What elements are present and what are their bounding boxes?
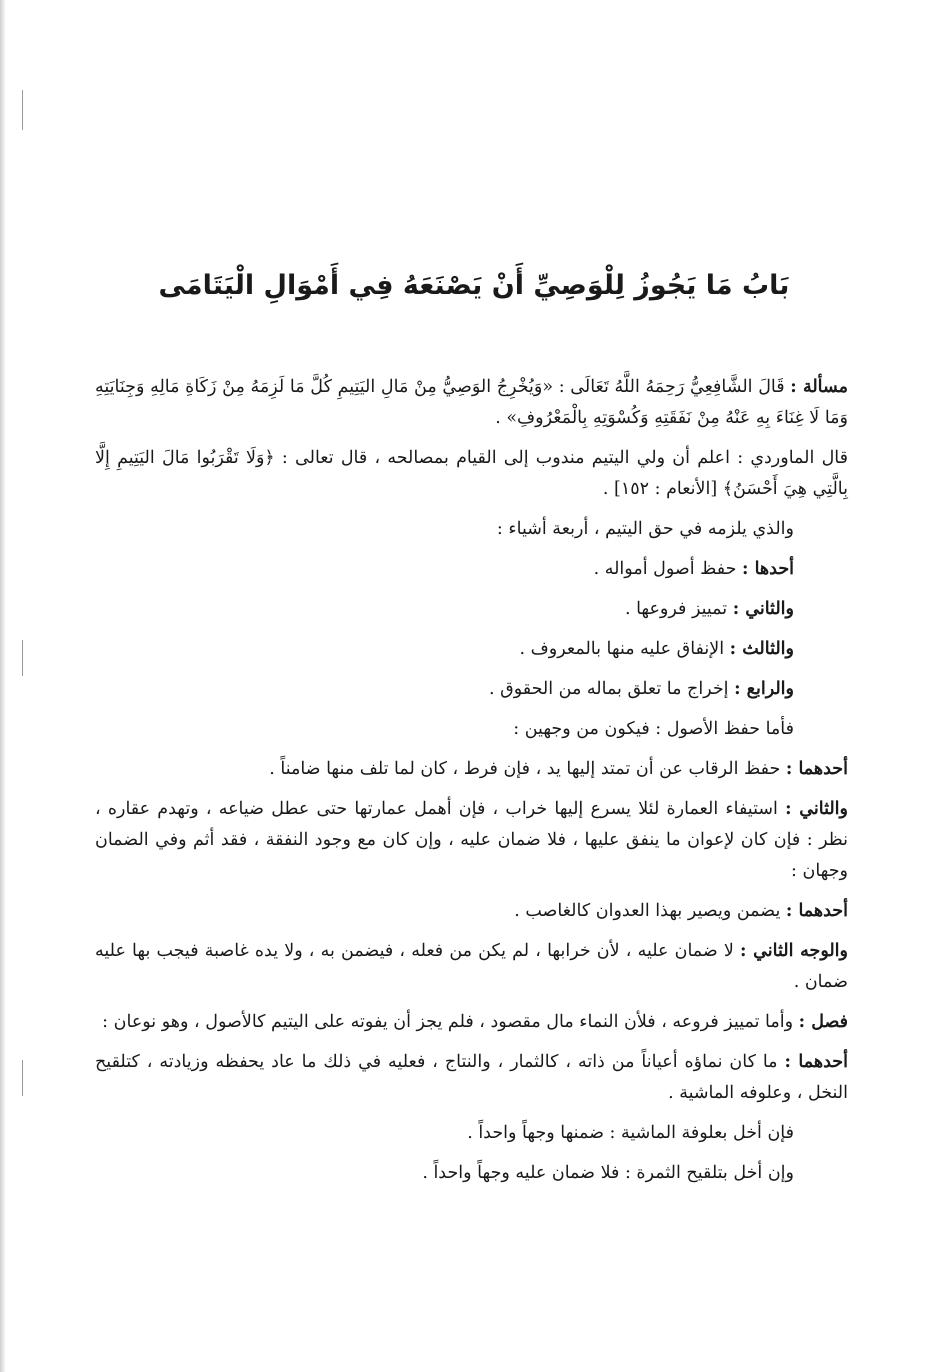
paragraph-label: أحدهما : xyxy=(784,1052,848,1072)
paragraph xyxy=(95,794,848,887)
paragraph xyxy=(95,594,848,625)
paragraph-text: لا ضمان عليه ، لأن خرابها ، لم يكن من فعله ، فيضمن به ، ولا يده غاصبة فيجب بها عليه ضمان . xyxy=(95,941,848,992)
paragraph xyxy=(95,1118,848,1149)
paragraph xyxy=(95,634,848,665)
paragraph-text: حفظ الرقاب عن أن تمتد إليها يد ، فإن فرط ، كان لما تلف منها ضامناً . xyxy=(269,759,786,779)
paragraph-text: حفظ أصول أمواله . xyxy=(593,559,743,579)
paragraph-text: فأما حفظ الأصول : فيكون من وجهين : xyxy=(513,719,794,739)
paragraph xyxy=(95,1047,848,1109)
paragraph-label: والثاني : xyxy=(732,599,794,619)
paragraph-label: والوجه الثاني : xyxy=(740,941,849,961)
chapter-title: بَابُ مَا يَجُوزُ لِلْوَصِيِّ أَنْ يَصْنَعَهُ فِي أَمْوَالِ الْيَتَامَى xyxy=(158,270,790,301)
paragraph-text: قال الماوردي : اعلم أن ولي اليتيم مندوب إلى القيام بمصالحه ، قال تعالى : ﴿وَلَا تَقْرَبُوا مَالَ اليَتِيمِ إِلَّا بِالَّتِي هِيَ أَحْسَنُ﴾ [الأنعام : ١٥٢] . xyxy=(95,448,848,499)
paragraph xyxy=(95,674,848,705)
paragraph xyxy=(95,554,848,585)
paragraph-text: ما كان نماؤه أعياناً من ذاته ، كالثمار ، والنتاج ، فعليه في ذلك ما عاد يحفظه وزيادته ، كتلقيح النخل ، وعلوفه الماشية . xyxy=(95,1052,848,1103)
paragraph xyxy=(95,443,848,505)
paragraph-label: والثاني : xyxy=(785,799,848,819)
paragraph-text: تمييز فروعها . xyxy=(624,599,733,619)
paragraph xyxy=(95,514,848,545)
paragraph-label: أحدهما : xyxy=(785,759,848,779)
paragraph xyxy=(95,896,848,927)
paragraph xyxy=(95,1007,848,1038)
paragraph-text: قَالَ الشَّافِعِيُّ رَحِمَهُ اللَّهُ تَعَالَى : «وَيُخْرِجُ الوَصِيُّ مِنْ مَالِ اليَتِيمِ كُلَّ مَا لَزِمَهُ مِنْ زَكَاةِ مَالِهِ وَجِنَايَتِهِ وَمَا لَا غِنَاءَ بِهِ عَنْهُ مِنْ نَفَقَتِهِ وَكُسْوَتِهِ بِالْمَعْرُوفِ» . xyxy=(95,377,848,428)
body-text xyxy=(95,372,848,1198)
paragraph-text: الإنفاق عليه منها بالمعروف . xyxy=(519,639,730,659)
paragraph-label: والثالث : xyxy=(729,639,794,659)
paragraph-label: أحدهما : xyxy=(785,901,848,921)
paragraph xyxy=(95,936,848,998)
paragraph-text: والذي يلزمه في حق اليتيم ، أربعة أشياء : xyxy=(496,519,794,539)
paragraph xyxy=(95,1158,848,1189)
paragraph-label: والرابع : xyxy=(734,679,794,699)
paragraph xyxy=(95,754,848,785)
paragraph xyxy=(95,714,848,745)
paragraph-text: إخراج ما تعلق بماله من الحقوق . xyxy=(488,679,735,699)
paragraph-text: وأما تمييز فروعه ، فلأن النماء مال مقصود ، فلم يجز أن يفوته على اليتيم كالأصول ، وهو نوعان : xyxy=(102,1012,799,1032)
paragraph-label: أحدها : xyxy=(742,559,794,579)
paragraph xyxy=(95,372,848,434)
paragraph-label: مسألة : xyxy=(790,377,848,397)
paragraph-label: فصل : xyxy=(798,1012,848,1032)
paragraph-text: استيفاء العمارة لئلا يسرع إليها خراب ، فإن أهمل عمارتها حتى عطل ضياعه ، وتهدم عقاره ، نظر : فإن كان لإعوان ما ينفق عليها ، فلا ضمان عليه ، وإن كان مع وجود النفقة ، فقد أثم وفي الضمان وجهان : xyxy=(95,799,848,881)
paragraph-text: يضمن ويصير بهذا العدوان كالغاصب . xyxy=(514,901,786,921)
paragraph-text: وإن أخل بتلقيح الثمرة : فلا ضمان عليه وجهاً واحداً . xyxy=(422,1163,794,1183)
paragraph-text: فإن أخل بعلوفة الماشية : ضمنها وجهاً واحداً . xyxy=(467,1123,794,1143)
